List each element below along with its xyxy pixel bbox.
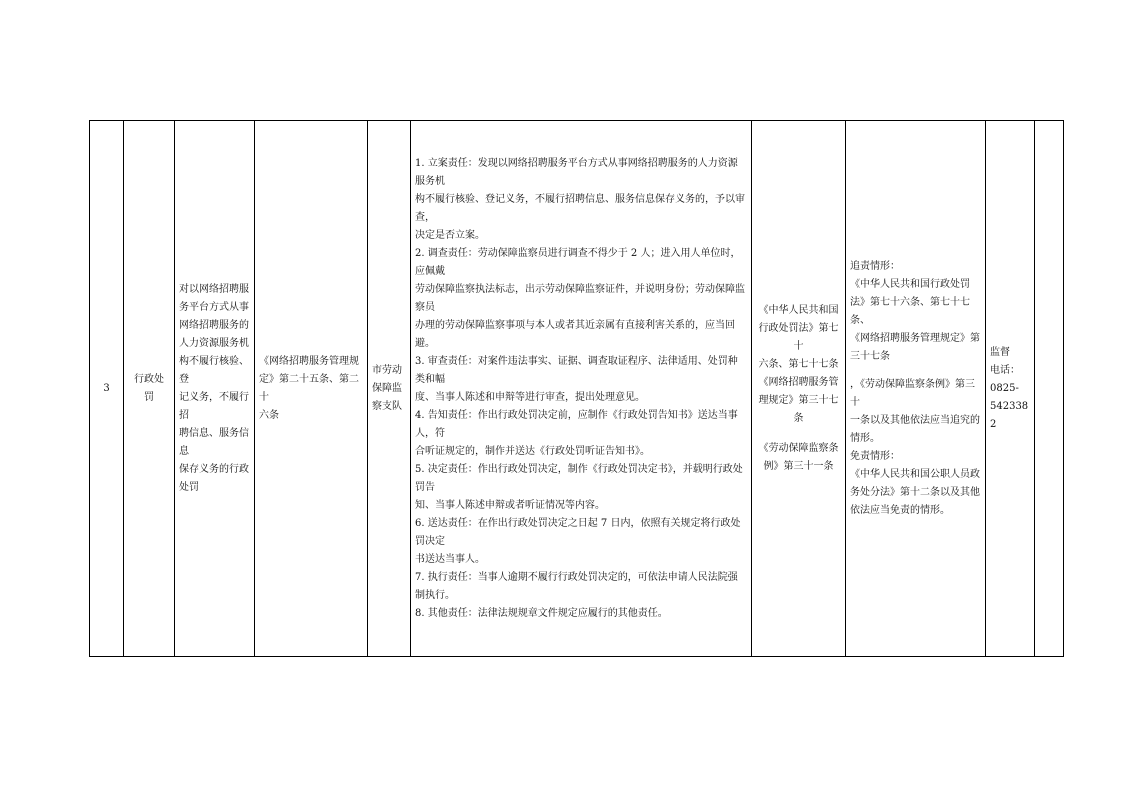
responsibilities-cell [411, 121, 752, 657]
responsibility-line: 度、当事人陈述和申辩等进行审查，提出处理意见。 [415, 391, 645, 403]
department-line: 市劳动 [372, 364, 402, 376]
responsibility-line: 合听证规定的，制作并送达《行政处罚听证告知书》。 [415, 445, 650, 457]
row-number: 3 [90, 121, 124, 657]
responsibility-line: 劳动保障监察执法标志，出示劳动保障监察证件，并说明身份；劳动保障监察员 [415, 283, 745, 313]
basis-spacer [756, 428, 841, 440]
accountability-line: 追责情形： [850, 260, 900, 272]
table-row [90, 121, 1064, 657]
supervision-line: 监督 [990, 346, 1010, 358]
basis-line: 行政处罚法》第七十 [758, 322, 839, 352]
accountability-line: 法》第七十六条、第七十七条、 [850, 296, 970, 326]
department-cell [368, 121, 411, 657]
accountability-cell [846, 121, 986, 657]
item-name-line: 记义务，不履行招 [179, 391, 249, 421]
supervision-cell [986, 121, 1035, 657]
accountability-line: ，《劳动保障监察条例》第三十 [850, 378, 975, 408]
basis-line: 例》第三十一条 [763, 460, 834, 472]
legal-basis-line: 六条 [259, 409, 279, 421]
responsibility-line: 3. 审查责任：对案件违法事实、证据、调查取证程序、法律适用、处罚种类和幅 [415, 355, 738, 385]
supervision-line: 0825- [990, 382, 1019, 394]
accountability-line: 一条以及其他依法应当追究的 [850, 414, 980, 426]
responsibility-line: 办理的劳动保障监察事项与本人或者其近亲属有直接利害关系的，应当回避。 [415, 319, 735, 349]
accountability-line: 依法应当免责的情形。 [850, 504, 950, 516]
responsibility-line: 7. 执行责任：当事人逾期不履行行政处罚决定的，可依法申请人民法院强制执行。 [415, 571, 738, 601]
note-cell [1035, 121, 1064, 657]
legal-basis-line: 定》第二十五条、第二十 [259, 373, 359, 403]
responsibility-line: 8. 其他责任：法律法规规章文件规定应履行的其他责任。 [415, 607, 668, 619]
power-type-cell [124, 121, 175, 657]
supervision-line: 5423382 [990, 400, 1029, 430]
accountability-basis-cell [752, 121, 846, 657]
item-name-line: 聘信息、服务信息 [179, 427, 249, 457]
item-name-line: 网络招聘服务的 [179, 319, 249, 331]
accountability-line: 《中华人民共和国行政处罚 [850, 278, 970, 290]
accountability-line: 务处分法》第十二条以及其他 [850, 486, 980, 498]
responsibility-line: 6. 送达责任：在作出行政处罚决定之日起 7 日内，依照有关规定将行政处罚决定 [415, 517, 741, 547]
responsibility-line: 决定是否立案。 [415, 229, 485, 241]
supervision-line: 电话： [990, 364, 1020, 376]
basis-line: 《网络招聘服务管 [758, 376, 839, 388]
item-name-line: 人力资源服务机 [179, 337, 249, 349]
legal-basis-cell [255, 121, 368, 657]
basis-line: 六条、第七十七条 [758, 358, 839, 370]
power-type-line: 罚 [144, 391, 154, 403]
item-name-line: 保存义务的行政 [179, 463, 249, 475]
item-name-line: 务平台方式从事 [179, 301, 249, 313]
responsibility-line: 构不履行核验、登记义务，不履行招聘信息、服务信息保存义务的，予以审查， [415, 193, 745, 223]
responsibility-line: 知、当事人陈述申辩或者听证情况等内容。 [415, 499, 605, 511]
accountability-line: 《网络招聘服务管理规定》第 [850, 332, 980, 344]
item-name-cell [175, 121, 255, 657]
item-name-line: 处罚 [179, 481, 199, 493]
responsibility-table [89, 120, 1064, 657]
power-type-line: 行政处 [134, 373, 164, 385]
department-line: 察支队 [372, 400, 402, 412]
accountability-spacer [850, 366, 981, 376]
basis-line: 《劳动保障监察条 [758, 442, 839, 454]
item-name-line: 对以网络招聘服 [179, 283, 249, 295]
item-name-line: 构不履行核验、登 [179, 355, 249, 385]
department-line: 保障监 [372, 382, 402, 394]
basis-line: 《中华人民共和国 [758, 304, 839, 316]
responsibility-line: 1. 立案责任：发现以网络招聘服务平台方式从事网络招聘服务的人力资源服务机 [415, 157, 738, 187]
responsibility-line: 书送达当事人。 [415, 553, 485, 565]
accountability-line: 《中华人民共和国公职人员政 [850, 468, 980, 480]
accountability-line: 三十七条 [850, 350, 890, 362]
responsibility-line: 5. 决定责任：作出行政处罚决定，制作《行政处罚决定书》，并载明行政处罚告 [415, 463, 743, 493]
responsibility-line: 2. 调查责任：劳动保障监察员进行调查不得少于 2 人；进入用人单位时，应佩戴 [415, 247, 741, 277]
accountability-line: 免责情形： [850, 450, 900, 462]
basis-line: 理规定》第三十七条 [758, 394, 839, 424]
accountability-line: 情形。 [850, 432, 880, 444]
legal-basis-line: 《网络招聘服务管理规 [259, 355, 359, 367]
responsibility-line: 4. 告知责任：作出行政处罚决定前，应制作《行政处罚告知书》送达当事人，符 [415, 409, 738, 439]
